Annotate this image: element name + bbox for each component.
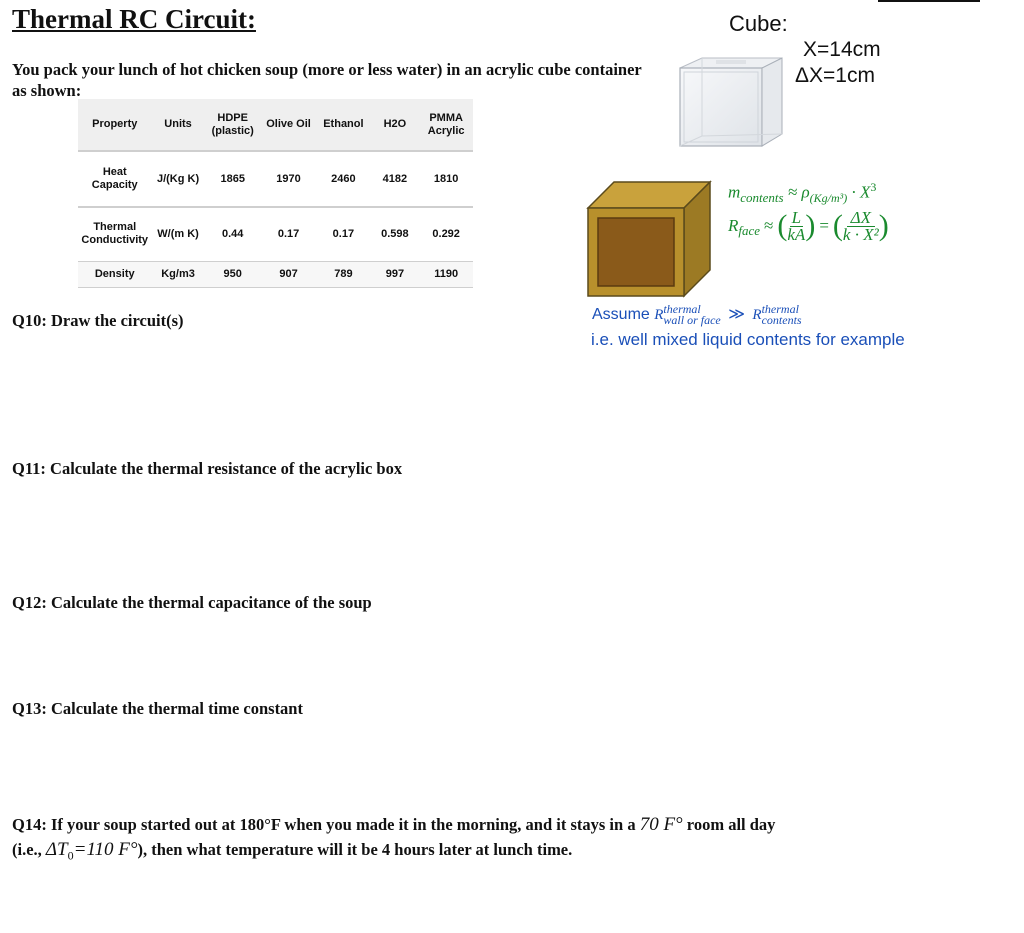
table-cell: 0.17 [332,227,355,240]
question-12: Q12: Calculate the thermal capacitance of the soup [12,593,372,612]
top-rule [878,0,980,2]
q14-text: (i.e., [12,840,42,859]
table-cell: 950 [223,267,242,280]
exponent: 3 [870,180,877,194]
cube-label: Cube: [729,11,788,36]
question-14-line1 [12,814,775,836]
table-cell: 0.598 [381,227,409,240]
denominator: kA [787,224,806,244]
approx-symbol: ≈ [764,216,774,235]
r-subscript: face [738,223,761,238]
rho-symbol: ≈ ρ [787,182,810,202]
table-cell: 1190 [434,267,459,280]
mass-equation [728,180,876,206]
table-row [78,151,473,207]
r-contents-scripts [762,304,802,326]
q14-text: ), then what temperature will it be 4 hours later at lunch time. [137,840,573,859]
wall-thickness: ΔX=1cm [795,64,875,87]
header-cell: H2O [383,118,407,130]
x-cubed: · X [851,182,871,202]
fraction-dx-over-kx2 [842,207,879,244]
paren-open: ( [777,209,788,242]
table-cell: 1865 [220,172,245,185]
delta-t-subscript: 0 [67,848,74,863]
delta-t-value: =110 F° [73,839,138,860]
numerator: L [791,207,802,227]
cube-container-drawing [586,180,714,298]
delta-t: ΔT [45,839,68,860]
cube-size: X=14cm [803,38,881,61]
header-cell: PMMA Acrylic [427,111,465,137]
q14-text: Q14: If your soup started out at 180°F when you made it in the morning, and it stays in a [12,815,636,834]
assumption-note [592,304,802,326]
paren-close: ) [878,209,889,242]
table-cell: W/(m K) [157,227,199,240]
assumption-explanation: i.e. well mixed liquid contents for example [591,330,905,349]
intro-text: You pack your lunch of hot chicken soup (more or less water) in an acrylic cube container as shown: [12,60,642,100]
table-header-row [78,99,473,151]
subscript: wall or face [663,313,721,327]
table-cell: 907 [279,267,298,280]
r-wall-scripts [663,304,720,326]
table-cell: 4182 [382,172,408,185]
header-cell: HDPE (plastic) [211,111,254,137]
r-symbol: R [728,216,739,235]
table-cell: 1970 [276,172,301,185]
question-14-line2 [12,839,572,863]
much-greater-symbol: ≫ [728,306,745,324]
paren-close: ) [805,209,816,242]
table-cell: J/(Kg K) [156,172,200,185]
superscript: thermal [761,302,799,316]
table-cell: 1810 [433,172,459,185]
table-cell: 997 [385,267,405,280]
room-temperature: 70 F° [639,814,683,835]
table-cell: 0.17 [277,227,300,240]
table-cell: Kg/m3 [161,267,195,280]
rho-subscript: (Kg/m³) [809,191,848,206]
table-cell: 789 [334,267,353,280]
assume-word: Assume [592,306,650,324]
q14-text: room all day [686,815,776,834]
table-cell: Thermal Conductivity [81,221,149,247]
table-cell: Density [94,267,135,280]
header-cell: Olive Oil [266,118,311,130]
resistance-equation [728,209,889,243]
paren-open: ( [832,209,843,242]
header-cell: Units [164,118,192,130]
m-subscript: contents [740,190,784,206]
equals-symbol: = [819,216,829,235]
table-cell: 2460 [331,172,356,185]
header-cell: Ethanol [323,118,364,130]
header-cell: Property [92,118,138,130]
acrylic-cube-image [672,54,788,150]
subscript: contents [761,313,802,327]
r-contents: R [752,307,762,324]
fraction-l-over-ka [787,207,806,244]
table-row [78,261,473,287]
numerator: ΔX [847,210,875,227]
question-13: Q13: Calculate the thermal time constant [12,699,303,718]
table-cell: 0.292 [432,227,460,240]
table-cell: 0.44 [222,227,244,240]
table-cell: Heat Capacity [91,166,138,191]
r-wall: R [654,307,664,324]
denominator: k · X² [842,224,879,244]
page-title: Thermal RC Circuit: [12,4,256,34]
question-11: Q11: Calculate the thermal resistance of the acrylic box [12,459,403,478]
question-10: Q10: Draw the circuit(s) [12,311,184,330]
properties-table [78,99,473,288]
m-symbol: m [728,182,741,202]
table-row [78,207,473,261]
superscript: thermal [663,302,701,316]
